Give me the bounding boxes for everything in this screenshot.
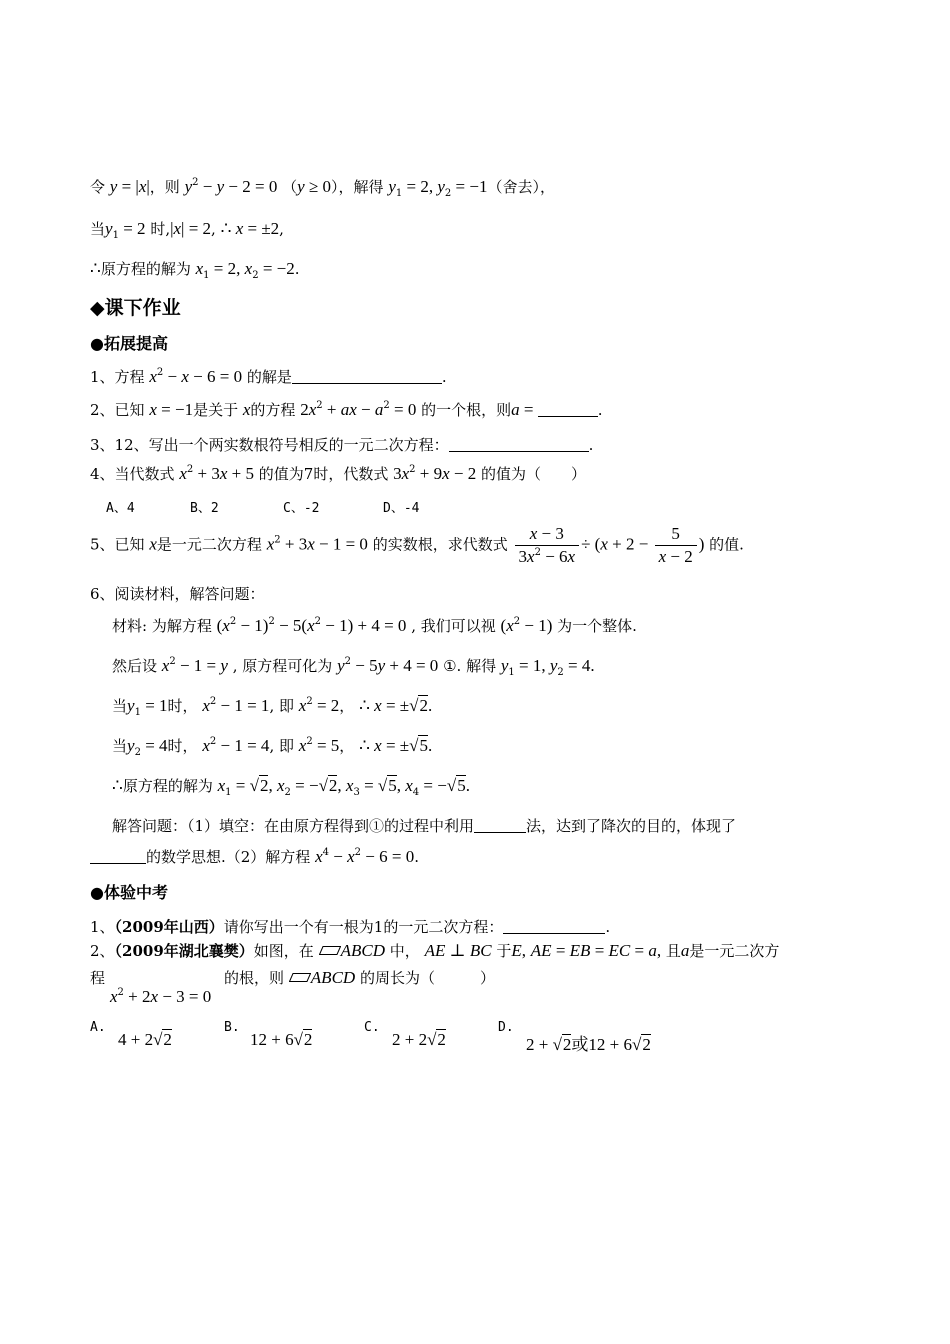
- q6-answer-2: 的数学思想.（2）解方程 $x^4 - x^2 - 6 = 0$.: [90, 846, 419, 867]
- exam-question-1: 1、（2009年山西）请你写出一个有一根为1的一元二次方程： .: [90, 918, 611, 936]
- question-3: 3、12、写出一个两实数根符号相反的一元二次方程： .: [90, 436, 594, 454]
- option-b[interactable]: B、2: [190, 501, 219, 516]
- exam-question-2-cont: 程 $x^2 + 2x - 3 = 0$: [90, 969, 212, 1006]
- answer-blank[interactable]: [90, 849, 146, 864]
- option-a[interactable]: A.: [90, 1020, 106, 1035]
- answer-blank[interactable]: [538, 402, 598, 417]
- option-c[interactable]: C、-2: [283, 501, 320, 516]
- option-a[interactable]: A、4: [106, 501, 135, 516]
- q6-material-2: 然后设 $x^2 - 1 = y$ , 原方程可化为 $y^2 - 5y + 4 = 0$ ①. 解得 $y_1 = 1$, $y_2 = 4$.: [112, 656, 595, 678]
- answer-blank[interactable]: [503, 919, 605, 934]
- q6-answer-1: 解答问题：（1）填空：在由原方程得到①的过程中利用 法，达到了降次的目的，体现了: [112, 817, 737, 835]
- option-c[interactable]: C.: [364, 1020, 380, 1035]
- question-5: 5、已知 x是一元二次方程 $x^2 + 3x - 1 = 0$ 的实数根，求代数式 $\frac{x - 3}{3x^2 - 6x}$ ÷ (x + 2 − $\frac{5}{x - 2}$ ) 的值.: [90, 524, 744, 566]
- heading-extend: ●拓展提高: [90, 334, 168, 353]
- parallelogram-icon: [289, 973, 311, 982]
- answer-blank[interactable]: [292, 369, 442, 384]
- intro-line-3: ∴原方程的解为 $x_1 = 2$, $x_2 = -2$.: [90, 259, 300, 281]
- q6-material-5: ∴原方程的解为 $x_1 = √2$, $x_2 = -√2$, $x_3 = √5$, $x_4 = -√5$.: [112, 776, 470, 798]
- q6-material-4: 当$y_2 = 4$时， $x^2 - 1 = 4$, 即 $x^2 = 5$， ∴ x = ±√5.: [112, 736, 433, 758]
- parallelogram-icon: [319, 946, 341, 955]
- option-d[interactable]: D.: [498, 1020, 514, 1035]
- option-d[interactable]: D、-4: [383, 501, 420, 516]
- question-1: 1、方程 $x^2 - x - 6 = 0$ 的解是 .: [90, 367, 447, 386]
- option-d-value: 2 + √2或12 + 6√2: [526, 1035, 651, 1054]
- question-2: 2、已知 x = −1是关于 x的方程 $2x^2$ + ax − $a^2 = 0$ 的一个根，则a = .: [90, 400, 603, 419]
- intro-line-2: 当$y_1 = 2$ 时,|x| = 2, ∴ x = ±2,: [90, 219, 284, 241]
- exam-question-2: 2、（2009年湖北襄樊）如图，在 ABCD 中， AE ⊥ BC 于E, AE = EB = EC = a, 且a是一元二次方: [90, 941, 780, 960]
- intro-line-1: 令 y = |x|，则 $y^2 - y - 2 = 0$ （y ≥ 0），解得 $y_1 = 2$, $y_2 = -1$（舍去），: [90, 177, 555, 199]
- option-b-value: 12 + 6√2: [250, 1030, 313, 1049]
- q6-material-3: 当$y_1 = 1$时， $x^2 - 1 = 1$, 即 $x^2 = 2$， ∴ x = ±√2.: [112, 696, 433, 718]
- answer-blank[interactable]: [474, 818, 526, 833]
- heading-homework: ◆课下作业: [90, 297, 181, 319]
- option-a-value: 4 + 2√2: [118, 1030, 172, 1049]
- question-6: 6、阅读材料，解答问题：: [90, 585, 265, 603]
- option-b[interactable]: B.: [224, 1020, 240, 1035]
- question-4: 4、当代数式 $x^2 + 3x + 5$ 的值为7时，代数式 $3x^2 + 9x - 2$ 的值为（ ）: [90, 464, 587, 483]
- exam-question-2-tail: 的根，则 ABCD 的周长为（ ）: [224, 968, 495, 987]
- option-c-value: 2 + 2√2: [392, 1030, 446, 1049]
- answer-blank[interactable]: [449, 437, 589, 452]
- q6-material-1: 材料: 为解方程 $(x^2 - 1)^2 - 5(x^2 - 1) + 4 = 0$ , 我们可以视 $(x^2 - 1)$ 为一个整体.: [112, 616, 637, 635]
- heading-exam: ●体验中考: [90, 883, 168, 902]
